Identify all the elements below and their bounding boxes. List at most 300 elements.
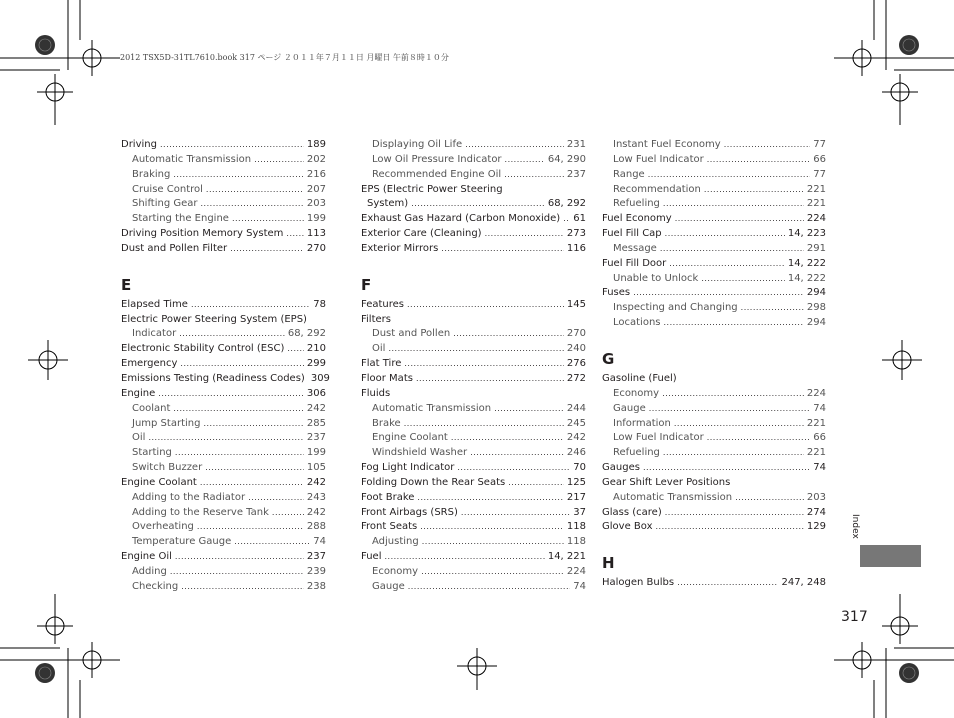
index-entry — [121, 183, 326, 198]
index-column-1 — [121, 138, 330, 595]
entry-label: Glass (care) — [602, 506, 662, 518]
entry-page: 243 — [306, 491, 326, 503]
entry-label: Economy — [613, 387, 660, 399]
index-entry — [121, 446, 326, 461]
entry-label: Fuel — [361, 551, 382, 563]
entry-page: 74 — [813, 402, 826, 414]
dot-leader — [158, 387, 304, 402]
index-entry — [121, 372, 330, 387]
entry-page: 125 — [566, 476, 586, 488]
entry-label: Automatic Transmission — [372, 402, 492, 414]
index-entry — [361, 550, 586, 565]
index-entry — [361, 298, 586, 313]
index-letter-heading: E — [121, 275, 132, 294]
dot-leader — [633, 286, 804, 301]
index-entry — [361, 357, 586, 372]
entry-page: 224 — [806, 387, 826, 399]
index-entry — [361, 168, 586, 183]
dot-leader — [388, 342, 563, 357]
index-entry — [361, 402, 586, 417]
index-entry — [361, 520, 586, 535]
entry-label: Locations — [613, 317, 661, 329]
dot-leader — [287, 342, 304, 357]
index-entry — [361, 342, 586, 357]
dot-leader — [420, 520, 564, 535]
index-letter-heading: H — [602, 554, 615, 573]
dot-leader — [173, 402, 304, 417]
entry-page: 202 — [306, 153, 326, 165]
dot-leader — [179, 327, 285, 342]
index-entry — [602, 301, 826, 316]
index-entry — [361, 476, 586, 491]
dot-leader — [665, 227, 785, 242]
entry-page: 306 — [306, 387, 326, 399]
entry-page: 105 — [306, 462, 326, 474]
index-entry — [361, 446, 586, 461]
entry-page: 276 — [566, 358, 586, 370]
index-entry — [602, 316, 826, 331]
entry-page: 77 — [813, 139, 826, 150]
entry-label: Driving — [121, 139, 157, 150]
entry-page: 242 — [306, 476, 326, 488]
dot-leader — [404, 357, 564, 372]
dot-leader — [707, 153, 811, 168]
entry-page: 299 — [306, 358, 326, 370]
index-entry — [121, 461, 326, 476]
index-entry — [121, 565, 326, 580]
index-entry — [121, 491, 326, 506]
entry-page: 237 — [566, 168, 586, 180]
index-entry — [361, 580, 586, 595]
index-entry — [361, 212, 586, 227]
index-entry — [602, 168, 826, 183]
entry-label: Low Fuel Indicator — [613, 432, 704, 444]
page-number: 317 — [841, 609, 868, 625]
entry-page: 203 — [306, 198, 326, 210]
dot-leader — [232, 212, 304, 227]
index-entry — [602, 387, 826, 402]
entry-label: Fuses — [602, 287, 631, 299]
dot-leader — [404, 417, 564, 432]
entry-label: Glove Box — [602, 521, 653, 533]
entry-page: 116 — [566, 242, 586, 254]
entry-page: 217 — [566, 491, 586, 503]
dot-leader — [407, 298, 564, 313]
dot-leader — [677, 576, 778, 591]
dot-leader — [660, 242, 804, 257]
dot-leader — [457, 461, 570, 476]
entry-label: Displaying Oil Life — [372, 139, 463, 150]
entry-label: Indicator — [132, 328, 177, 340]
index-entry — [602, 506, 826, 521]
entry-page: 221 — [806, 198, 826, 210]
dot-leader — [197, 520, 304, 535]
entry-label: Low Fuel Indicator — [613, 153, 704, 165]
entry-page: 270 — [306, 242, 326, 254]
entry-label: Dust and Pollen Filter — [121, 242, 228, 254]
entry-page: 272 — [566, 372, 586, 384]
index-entry — [602, 576, 826, 591]
index-entry — [602, 491, 826, 506]
entry-label: Gauges — [602, 462, 640, 474]
index-entry — [602, 212, 826, 227]
entry-page: 224 — [806, 213, 826, 225]
dot-leader — [160, 138, 304, 153]
entry-page: 294 — [806, 287, 826, 299]
index-entry — [602, 402, 826, 417]
dot-leader — [180, 357, 304, 372]
entry-page: 274 — [806, 506, 826, 518]
entry-page: 239 — [306, 565, 326, 577]
entry-page: 288 — [306, 521, 326, 533]
dot-leader — [494, 402, 564, 417]
entry-label: Fuel Fill Cap — [602, 228, 662, 240]
entry-page: 216 — [306, 168, 326, 180]
entry-page: 14, 221 — [547, 551, 586, 563]
entry-page: 129 — [806, 521, 826, 533]
entry-page: 74 — [313, 536, 326, 548]
entry-page: 242 — [306, 506, 326, 518]
entry-page: 118 — [566, 536, 586, 548]
entry-label: Gauge — [372, 580, 405, 592]
entry-label: Instant Fuel Economy — [613, 139, 721, 150]
dot-leader — [649, 402, 811, 417]
entry-label: Fog Light Indicator — [361, 462, 455, 474]
index-entry — [121, 535, 326, 550]
entry-page: 68, 292 — [287, 328, 326, 340]
index-entry — [361, 431, 586, 446]
dot-leader — [173, 168, 304, 183]
entry-label: Information — [613, 417, 671, 429]
dot-leader — [230, 242, 304, 257]
entry-label: Oil — [132, 432, 146, 444]
entry-page: 244 — [566, 402, 586, 414]
entry-label: Jump Starting — [132, 417, 201, 429]
index-entry — [361, 138, 586, 153]
index-entry — [361, 417, 586, 432]
entry-label: Gauge — [613, 402, 646, 414]
entry-page: 237 — [306, 551, 326, 563]
entry-label: Coolant — [132, 402, 171, 414]
index-entry — [361, 327, 586, 342]
entry-label: Engine Oil — [121, 551, 172, 563]
entry-label: Adding to the Reserve Tank — [132, 506, 269, 518]
index-entry — [121, 227, 326, 242]
entry-page: 145 — [566, 298, 586, 310]
index-entry — [602, 417, 826, 432]
entry-page: 64, 290 — [547, 153, 586, 165]
index-entry — [121, 402, 326, 417]
entry-page: 247, 248 — [781, 577, 826, 589]
index-entry — [121, 520, 326, 535]
entry-label: Front Seats — [361, 521, 418, 533]
entry-page: 221 — [806, 417, 826, 429]
entry-label: Automatic Transmission — [132, 153, 252, 165]
entry-page: 231 — [566, 139, 586, 150]
dot-leader — [441, 242, 564, 257]
dot-leader — [563, 212, 570, 227]
dot-leader — [170, 565, 304, 580]
dot-leader — [663, 197, 804, 212]
dot-leader — [701, 272, 785, 287]
entry-page: 14, 222 — [787, 272, 826, 284]
index-entry — [361, 227, 586, 242]
dot-leader — [175, 446, 304, 461]
entry-label: Recommendation — [613, 183, 701, 195]
entry-label: Adding to the Radiator — [132, 491, 246, 503]
index-entry — [361, 535, 586, 550]
entry-page: 285 — [306, 417, 326, 429]
dot-leader — [655, 520, 803, 535]
entry-page: 74 — [813, 462, 826, 474]
entry-label: Message — [613, 242, 657, 254]
dot-leader — [248, 491, 304, 506]
index-entry — [121, 357, 326, 372]
entry-page: 189 — [306, 139, 326, 150]
entry-label: Gear Shift Lever Positions — [602, 476, 731, 488]
entry-page: 309 — [310, 372, 330, 384]
index-entry — [121, 327, 326, 342]
entry-label: Fluids — [361, 387, 391, 399]
entry-label: Refueling — [613, 198, 660, 210]
index-entry — [602, 446, 826, 461]
dot-leader — [505, 153, 545, 168]
dot-leader — [206, 183, 304, 198]
entry-page: 210 — [306, 343, 326, 355]
entry-label: Halogen Bulbs — [602, 577, 675, 589]
dot-leader — [704, 183, 804, 198]
entry-page: 14, 223 — [787, 228, 826, 240]
index-entry — [121, 387, 326, 402]
entry-label: Refueling — [613, 447, 660, 459]
index-entry — [121, 506, 326, 521]
entry-label: Checking — [132, 580, 179, 592]
entry-label: Driving Position Memory System — [121, 228, 284, 240]
dot-leader — [674, 417, 804, 432]
entry-page: 74 — [573, 580, 586, 592]
index-entry — [361, 242, 586, 257]
entry-label: Starting the Engine — [132, 213, 229, 225]
entry-page: 240 — [566, 343, 586, 355]
dot-leader — [286, 227, 304, 242]
entry-label: Oil — [372, 343, 386, 355]
index-entry — [121, 298, 326, 313]
entry-page: 68, 292 — [547, 198, 586, 210]
index-entry — [121, 431, 326, 446]
entry-label: Low Oil Pressure Indicator — [372, 153, 502, 165]
index-column-2 — [361, 138, 586, 595]
dot-leader — [421, 565, 564, 580]
entry-label: Shifting Gear — [132, 198, 198, 210]
index-entry — [602, 286, 826, 301]
entry-page: 294 — [806, 317, 826, 329]
entry-page: 37 — [573, 506, 586, 518]
dot-leader — [508, 476, 564, 491]
index-entry — [602, 257, 826, 272]
entry-label: Emissions Testing (Readiness Codes) — [121, 372, 305, 384]
entry-page: 61 — [573, 213, 586, 225]
index-entry — [121, 342, 326, 357]
entry-label: Adding — [132, 565, 167, 577]
entry-page: 203 — [806, 491, 826, 503]
index-entry — [361, 506, 586, 521]
dot-leader — [254, 153, 304, 168]
dot-leader — [664, 316, 804, 331]
dot-leader — [504, 168, 564, 183]
dot-leader — [203, 417, 303, 432]
entry-page: 199 — [306, 213, 326, 225]
index-letter-heading: G — [602, 349, 615, 368]
entry-label: Starting — [132, 447, 172, 459]
index-entry — [602, 242, 826, 257]
index-entry — [602, 520, 826, 535]
entry-page: 221 — [806, 183, 826, 195]
entry-label: Range — [613, 168, 645, 180]
index-entry — [121, 580, 326, 595]
index-letter-heading: F — [361, 275, 372, 294]
dot-leader — [662, 387, 804, 402]
index-entry — [361, 197, 586, 212]
dot-leader — [735, 491, 804, 506]
dot-leader — [470, 446, 564, 461]
index-column-3 — [602, 138, 826, 591]
index-entry — [361, 313, 586, 328]
dot-leader — [741, 301, 804, 316]
entry-page: 246 — [566, 447, 586, 459]
entry-page: 14, 222 — [787, 257, 826, 269]
index-entry — [602, 461, 826, 476]
index-entry — [121, 168, 326, 183]
index-entry — [602, 183, 826, 198]
entry-page: 66 — [813, 432, 826, 444]
entry-label: Floor Mats — [361, 372, 413, 384]
index-entry — [361, 372, 586, 387]
dot-leader — [175, 550, 304, 565]
dot-leader — [416, 372, 564, 387]
entry-label: Dust and Pollen — [372, 328, 451, 340]
dot-leader — [201, 197, 304, 212]
index-entry — [121, 550, 326, 565]
index-entry — [121, 313, 326, 328]
entry-label: Recommended Engine Oil — [372, 168, 502, 180]
entry-label: Automatic Transmission — [613, 491, 733, 503]
index-tab-label: Index — [850, 514, 860, 539]
dot-leader — [665, 506, 804, 521]
entry-label: Temperature Gauge — [132, 536, 232, 548]
entry-label: Front Airbags (SRS) — [361, 506, 458, 518]
index-entry — [361, 153, 586, 168]
index-entry — [121, 212, 326, 227]
entry-page: 270 — [566, 328, 586, 340]
index-tab — [860, 545, 921, 567]
entry-label: Cruise Control — [132, 183, 203, 195]
index-entry — [602, 272, 826, 287]
entry-label: Electric Power Steering System (EPS) — [121, 313, 307, 325]
entry-label: Electronic Stability Control (ESC) — [121, 343, 285, 355]
entry-page: 237 — [306, 432, 326, 444]
index-entry — [602, 372, 826, 387]
entry-label: Fuel Economy — [602, 213, 672, 225]
entry-label: Flat Tire — [361, 358, 402, 370]
entry-label: Economy — [372, 565, 419, 577]
index-entry — [121, 138, 326, 153]
entry-label: Exterior Care (Cleaning) — [361, 228, 482, 240]
entry-page: 291 — [806, 242, 826, 254]
entry-page: 242 — [306, 402, 326, 414]
index-entry — [361, 565, 586, 580]
entry-label: Features — [361, 298, 404, 310]
dot-leader — [648, 168, 811, 183]
index-entry — [602, 227, 826, 242]
print-header: 2012 TSX5D-31TL7610.book 317 ページ ２０１１年７月１１日 月曜日 午前８時１０分 — [120, 53, 449, 62]
entry-label: Emergency — [121, 358, 178, 370]
dot-leader — [384, 550, 544, 565]
entry-label: Engine — [121, 387, 156, 399]
entry-label: EPS (Electric Power Steering — [361, 183, 503, 195]
dot-leader — [453, 327, 564, 342]
index-entry — [361, 491, 586, 506]
entry-label: System) — [367, 198, 409, 210]
entry-page: 238 — [306, 580, 326, 592]
entry-page: 70 — [573, 462, 586, 474]
dot-leader — [465, 138, 564, 153]
entry-page: 224 — [566, 565, 586, 577]
index-entry — [121, 153, 326, 168]
dot-leader — [191, 298, 310, 313]
index-entry — [121, 476, 326, 491]
entry-label: Fuel Fill Door — [602, 257, 667, 269]
dot-leader — [707, 431, 811, 446]
entry-page: 78 — [313, 298, 326, 310]
dot-leader — [669, 257, 785, 272]
index-entry — [602, 153, 826, 168]
index-entry — [121, 242, 326, 257]
dot-leader — [411, 197, 545, 212]
dot-leader — [451, 431, 564, 446]
index-entry — [361, 387, 586, 402]
entry-label: Inspecting and Changing — [613, 302, 738, 314]
index-entry — [361, 183, 586, 198]
dot-leader — [724, 138, 811, 153]
entry-label: Filters — [361, 313, 391, 325]
dot-leader — [234, 535, 310, 550]
entry-page: 273 — [566, 228, 586, 240]
dot-leader — [200, 476, 304, 491]
entry-label: Overheating — [132, 521, 194, 533]
entry-label: Windshield Washer — [372, 447, 468, 459]
dot-leader — [643, 461, 810, 476]
index-entry — [602, 197, 826, 212]
entry-label: Adjusting — [372, 536, 419, 548]
entry-label: Exterior Mirrors — [361, 242, 439, 254]
dot-leader — [485, 227, 564, 242]
dot-leader — [461, 506, 570, 521]
entry-label: Gasoline (Fuel) — [602, 372, 677, 384]
entry-page: 245 — [566, 417, 586, 429]
entry-label: Brake — [372, 417, 401, 429]
entry-page: 118 — [566, 521, 586, 533]
index-entry — [361, 461, 586, 476]
dot-leader — [181, 580, 304, 595]
dot-leader — [675, 212, 804, 227]
entry-label: Engine Coolant — [121, 476, 197, 488]
entry-page: 77 — [813, 168, 826, 180]
entry-page: 221 — [806, 447, 826, 459]
entry-label: Elapsed Time — [121, 298, 188, 310]
dot-leader — [408, 580, 571, 595]
index-entry — [602, 138, 826, 153]
entry-label: Switch Buzzer — [132, 462, 203, 474]
